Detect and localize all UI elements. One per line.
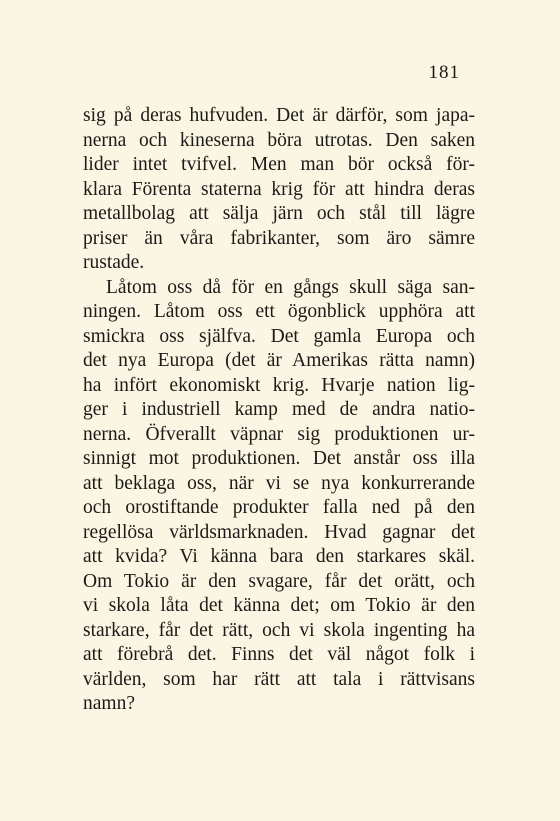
text-line: och orostiftande produkter falla ned på den [83,497,475,518]
text-line: ningen. Låtom oss ett ögonblick upphöra att [83,301,475,322]
text-line: lider intet tvifvel. Men man bör också för- [83,154,475,175]
text-line: Om Tokio är den svagare, får det orätt, och [83,571,475,592]
text-line: smickra oss själfva. Det gamla Europa och [83,326,475,347]
text-line: sinnigt mot produktionen. Det anstår oss illa [83,448,475,469]
text-line: klara Förenta staterna krig för att hindra deras [83,179,475,200]
text-line: namn? [83,693,135,714]
text-line: starkare, får det rätt, och vi skola ingenting ha [83,620,475,641]
text-line: att förebrå det. Finns det väl något folk i [83,644,475,665]
text-line: regellösa världsmarknaden. Hvad gagnar det [83,522,475,543]
text-line: ger i industriell kamp med de andra natio- [83,399,475,420]
page-number: 181 [428,62,460,83]
text-line: metallbolag att sälja järn och stål till lägre [83,203,475,224]
text-line: nerna och kineserna böra utrotas. Den saken [83,130,475,151]
text-line: priser än våra fabrikanter, som äro sämre [83,228,475,249]
text-line: Låtom oss då för en gångs skull säga san- [106,277,475,298]
text-line: världen, som har rätt att tala i rättvisans [83,669,475,690]
text-line: det nya Europa (det är Amerikas rätta namn) [83,350,475,371]
text-line: att beklaga oss, när vi se nya konkurrerande [83,473,475,494]
text-line: sig på deras hufvuden. Det är därför, som japa- [83,105,475,126]
text-line: nerna. Öfverallt väpnar sig produktionen ur- [83,424,475,445]
text-line: vi skola låta det känna det; om Tokio är den [83,595,475,616]
text-line: rustade. [83,252,145,273]
text-line: ha infört ekonomiskt krig. Hvarje nation lig- [83,375,475,396]
text-line: att kvida? Vi känna bara den starkares skäl. [83,546,475,567]
